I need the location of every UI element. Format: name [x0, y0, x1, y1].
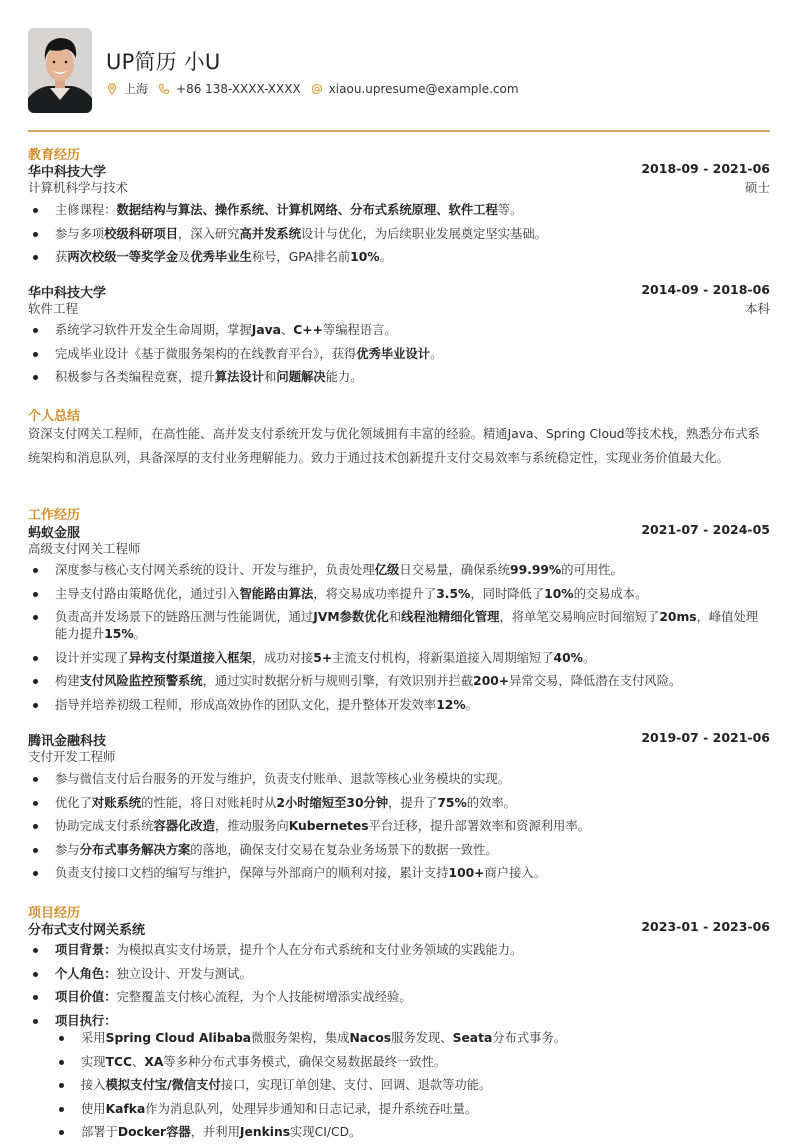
degree: 本科 — [744, 301, 770, 316]
location-pin-icon — [106, 83, 118, 95]
bullet-item: 部署于Docker容器，并利用Jenkins实现CI/CD。 — [54, 1124, 770, 1141]
bullet-item: 深度参与核心支付网关系统的设计、开发与维护，负责处理亿级日交易量，确保系统99.99%的可用性。 — [28, 562, 770, 579]
bullet-item: 设计并实现了异构支付渠道接入框架，成功对接5+主流支付机构，将新渠道接入周期缩短了40%。 — [28, 650, 770, 667]
school-name: 华中科技大学 — [28, 286, 107, 301]
work-1-bullets — [28, 562, 770, 720]
education-entry-1-sub — [28, 178, 770, 196]
phone-text: +86 138-XXXX-XXXX — [176, 81, 301, 96]
section-title-work: 工作经历 — [28, 508, 81, 523]
at-sign-icon — [311, 83, 323, 95]
bullet-item: 项目执行： — [28, 1013, 770, 1030]
bullet-item: 优化了对账系统的性能，将日对账耗时从2小时缩短至30分钟，提升了75%的效率。 — [28, 795, 770, 812]
education-2-bullets — [28, 322, 770, 393]
degree: 硕士 — [744, 180, 770, 195]
company-name: 腾讯金融科技 — [28, 734, 107, 749]
bullet-item: 完成毕业设计《基于微服务架构的在线教育平台》，获得优秀毕业设计。 — [28, 346, 770, 363]
contact-email[interactable] — [311, 82, 519, 96]
bullet-item: 系统学习软件开发全生命周期，掌握Java、C++等编程语言。 — [28, 322, 770, 339]
bullet-item: 参与分布式事务解决方案的落地，确保支付交易在复杂业务场景下的数据一致性。 — [28, 842, 770, 859]
phone-icon — [158, 83, 170, 95]
header-divider — [28, 130, 770, 132]
job-title: 高级支付网关工程师 — [28, 541, 141, 556]
section-title-education: 教育经历 — [28, 148, 81, 163]
bullet-item: 获两次校级一等奖学金及优秀毕业生称号，GPA排名前10%。 — [28, 249, 770, 266]
date-range: 2019-07 - 2021-06 — [641, 730, 770, 745]
resume-header — [28, 0, 770, 131]
section-title-summary: 个人总结 — [28, 409, 81, 424]
bullet-item: 指导并培养初级工程师，形成高效协作的团队文化，提升整体开发效率12%。 — [28, 697, 770, 714]
project-name: 分布式支付网关系统 — [28, 923, 146, 938]
candidate-name: UP简历 小U — [106, 50, 221, 74]
bullet-item: 个人角色：独立设计、开发与测试。 — [28, 966, 770, 983]
bullet-item: 采用Spring Cloud Alibaba微服务架构，集成Nacos服务发现、Seata分布式事务。 — [54, 1030, 770, 1047]
company-name: 蚂蚁金服 — [28, 526, 81, 541]
resume-page — [28, 0, 770, 1139]
bullet-item: 使用Kafka作为消息队列，处理异步通知和日志记录，提升系统吞吐量。 — [54, 1101, 770, 1118]
email-link[interactable]: xiaou.upresume@example.com — [328, 81, 519, 96]
job-title: 支付开发工程师 — [28, 749, 116, 764]
bullet-item: 构建支付风险监控预警系统，通过实时数据分析与规则引擎，有效识别并拦截200+异常交易，降低潜在支付风险。 — [28, 673, 770, 690]
bullet-item: 主导支付路由策略优化，通过引入智能路由算法，将交易成功率提升了3.5%，同时降低了10%的交易成本。 — [28, 586, 770, 603]
bullet-item: 参与微信支付后台服务的开发与维护，负责支付账单、退款等核心业务模块的实现。 — [28, 771, 770, 788]
major: 软件工程 — [28, 301, 79, 316]
work-entry-2-sub — [28, 747, 770, 765]
date-range: 2023-01 - 2023-06 — [641, 919, 770, 934]
summary-text: 资深支付网关工程师，在高性能、高并发支付系统开发与优化领域拥有丰富的经验。精通Java、Spring Cloud等技术栈，熟悉分布式系统架构和消息队列，具备深厚的支付业务理解能力。致力于通过技术创新提升支付交易效率与系统稳定性，实现业务价值最大化。 — [28, 427, 760, 465]
contact-location — [106, 80, 148, 97]
bullet-item: 接入模拟支付宝/微信支付接口，实现订单创建、支付、回调、退款等功能。 — [54, 1077, 770, 1094]
education-entry-2-sub — [28, 299, 770, 317]
bullet-item: 参与多项校级科研项目，深入研究高并发系统设计与优化，为后续职业发展奠定坚实基础。 — [28, 226, 770, 243]
contact-info — [106, 80, 529, 97]
work-entry-1-sub — [28, 539, 770, 557]
education-1-bullets — [28, 202, 770, 273]
project-1-bullets — [28, 942, 770, 1036]
contact-phone — [158, 82, 301, 96]
bullet-item: 负责高并发场景下的链路压测与性能调优，通过JVM参数优化和线程池精细化管理，将单笔交易响应时间缩短了20ms，峰值处理能力提升15%。 — [28, 609, 770, 643]
date-range: 2021-07 - 2024-05 — [641, 522, 770, 537]
date-range: 2014-09 - 2018-06 — [641, 282, 770, 297]
bullet-item: 负责支付接口文档的编写与维护，保障与外部商户的顺利对接，累计支持100+商户接入。 — [28, 865, 770, 882]
bullet-item: 实现TCC、XA等多种分布式事务模式，确保交易数据最终一致性。 — [54, 1054, 770, 1071]
work-2-bullets — [28, 771, 770, 889]
project-entry-1-header — [28, 919, 770, 938]
bullet-item: 项目背景：为模拟真实支付场景，提升个人在分布式系统和支付业务领域的实践能力。 — [28, 942, 770, 959]
profile-photo — [28, 28, 92, 113]
major: 计算机科学与技术 — [28, 180, 129, 195]
bullet-item: 协助完成支付系统容器化改造，推动服务向Kubernetes平台迁移，提升部署效率和资源利用率。 — [28, 818, 770, 835]
location-text: 上海 — [124, 82, 149, 96]
school-name: 华中科技大学 — [28, 165, 107, 180]
section-title-projects: 项目经历 — [28, 906, 81, 921]
date-range: 2018-09 - 2021-06 — [641, 161, 770, 176]
bullet-item: 积极参与各类编程竞赛，提升算法设计和问题解决能力。 — [28, 369, 770, 386]
bullet-item: 主修课程：数据结构与算法、操作系统、计算机网络、分布式系统原理、软件工程等。 — [28, 202, 770, 219]
bullet-item: 项目价值：完整覆盖支付核心流程，为个人技能树增添实战经验。 — [28, 989, 770, 1006]
